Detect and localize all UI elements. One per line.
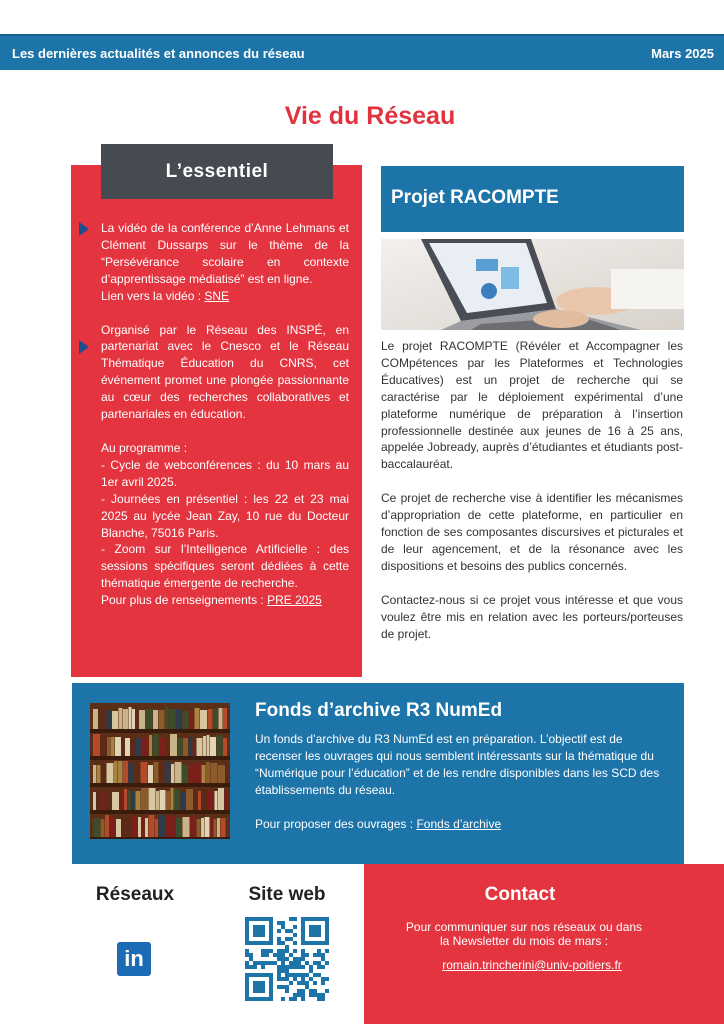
reseaux-heading: Réseaux bbox=[95, 884, 175, 905]
racompte-paragraph: Le projet RACOMPTE (Révéler et Accompagner les COMpétences par les Plateformes et Technologies Éducatives) est un projet de recherche qui se caractérise par le déploiement expérimental d’une plateforme numérique de préparation à l’insertion professionnelle destinée aux jeunes de 16 à 25 ans, appelée Jobready, auprès d’étudiantes et étudiants post-baccalauréat. bbox=[381, 339, 683, 472]
fonds-paragraph: Un fonds d’archive du R3 NumEd est en préparation. L’objectif est de recenser les ouvrages qui nous semblent intéressants sur la thématique du “Numérique pour l’éducation” et de les rendre disponibles dans les SCD des établissements du réseau. bbox=[255, 732, 660, 797]
programme-label: Au programme : bbox=[101, 440, 188, 455]
qr-code-icon[interactable] bbox=[245, 917, 329, 1001]
racompte-paragraph: Contactez-nous si ce projet vous intéresse et que vous voulez être mis en relation avec les porteurs/porteuses de projet. bbox=[381, 592, 683, 641]
pre-2025-link[interactable]: PRE 2025 bbox=[267, 593, 322, 608]
contact-email-link[interactable]: romain.trincherini@univ-poitiers.fr bbox=[442, 958, 622, 972]
more-info-line: Pour plus de renseignements : PRE 2025 bbox=[101, 593, 322, 608]
contact-panel bbox=[364, 864, 724, 1024]
video-link-line: Lien vers la vidéo : SNE bbox=[101, 288, 230, 303]
laptop-photo bbox=[381, 239, 684, 330]
page-title: Vie du Réseau bbox=[284, 102, 456, 130]
header-date: Mars 2025 bbox=[651, 45, 714, 61]
programme-item: - Journées en présentiel : les 22 et 23 mai 2025 au lycée Jean Zay, 10 rue du Docteur Blanche, 75016 Paris. bbox=[101, 491, 349, 540]
header-tagline: Les dernières actualités et annonces du réseau bbox=[12, 45, 305, 61]
fonds-archive-link[interactable]: Fonds d’archive bbox=[416, 816, 502, 831]
news-item-event: Organisé par le Réseau des INSPÉ, en partenariat avec le Cnesco et le Réseau Thématique Éducation du CNRS, cet événement promet une plongée passionnante au cœur des recherches collaboratives et partenariales en éducation. bbox=[101, 322, 349, 422]
contact-text: Pour communiquer sur nos réseaux ou dans la Newsletter du mois de mars : bbox=[405, 920, 643, 948]
linkedin-icon[interactable]: in bbox=[117, 942, 151, 976]
fonds-content bbox=[255, 731, 672, 833]
news-item-video: La vidéo de la conférence d’Anne Lehmans et Clément Dussarps sur le thème de la “Persévérance scolaire en contexte d’apprentissage médiatisé” est en ligne. bbox=[101, 221, 349, 286]
fonds-heading: Fonds d’archive R3 NumEd bbox=[255, 700, 503, 721]
siteweb-heading: Site web bbox=[248, 884, 326, 905]
contact-heading: Contact bbox=[484, 884, 556, 905]
racompte-heading: Projet RACOMPTE bbox=[381, 166, 684, 232]
fonds-link-line: Pour proposer des ouvrages : Fonds d’archive bbox=[255, 816, 502, 831]
header-bar bbox=[0, 34, 724, 70]
essentiel-content bbox=[101, 220, 349, 609]
programme-item: - Cycle de webconférences : du 10 mars au 1er avril 2025. bbox=[101, 457, 349, 489]
sne-link[interactable]: SNE bbox=[204, 288, 230, 303]
essentiel-heading: L’essentiel bbox=[101, 144, 333, 199]
racompte-paragraph: Ce projet de recherche vise à identifier les mécanismes d’appropriation de cette plateforme, en particulier en fonction de ses composantes discursives et picturales et de leur agencement, et de la résonance avec les dispositions et besoins des publics concernés. bbox=[381, 491, 683, 573]
programme-item: - Zoom sur l’Intelligence Artificielle : des sessions spécifiques seront dédiées à cette thématique émergente de recherche. bbox=[101, 542, 349, 591]
bookshelf-photo bbox=[90, 703, 230, 839]
contact-email-line bbox=[364, 958, 700, 972]
bullet-arrow-icon bbox=[79, 222, 89, 236]
racompte-content bbox=[381, 338, 683, 643]
bullet-arrow-icon bbox=[79, 340, 89, 354]
